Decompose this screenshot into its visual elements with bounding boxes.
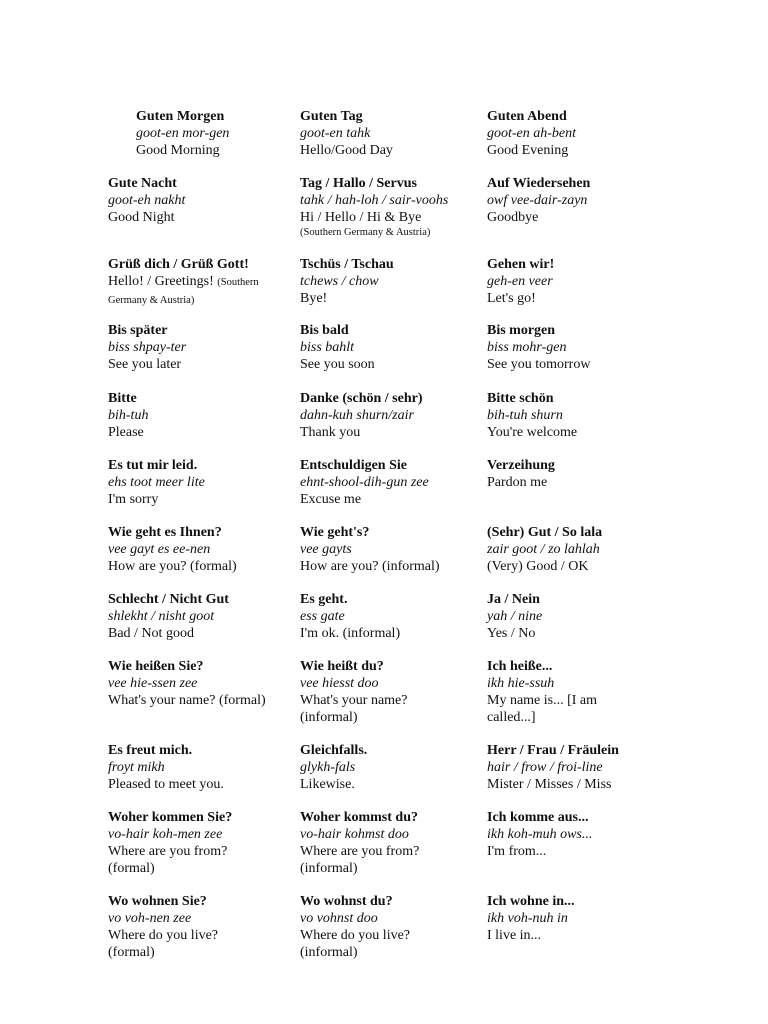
pronunciation: vee gayts — [300, 542, 352, 557]
german-phrase: Wie geht's? — [300, 525, 370, 540]
phrase-entry — [108, 524, 288, 575]
phrase-row — [108, 742, 748, 812]
phrase-entry — [487, 809, 657, 860]
phrase-row — [108, 591, 748, 661]
pronunciation: vee hiesst doo — [300, 676, 379, 691]
phrase-row — [108, 390, 748, 460]
phrase-entry — [108, 457, 288, 508]
pronunciation: tahk / hah-loh / sair-voohs — [300, 193, 449, 208]
pronunciation: goot-en ah-bent — [487, 126, 577, 141]
regional-note: (Southern Germany & Austria) — [108, 277, 259, 306]
phrase-entry — [487, 742, 657, 793]
phrase-entry — [487, 256, 657, 307]
english-translation: I'm ok. (informal) — [300, 626, 401, 641]
pronunciation: yah / nine — [487, 609, 543, 624]
phrase-row — [108, 108, 748, 178]
english-translation: My name is... [I am called...] — [487, 693, 598, 725]
phrase-entry — [108, 591, 288, 642]
german-phrase: Guten Tag — [300, 109, 363, 124]
pronunciation: biss mohr-gen — [487, 340, 567, 355]
german-phrase: Wie geht es Ihnen? — [108, 525, 222, 540]
pronunciation: vo-hair koh-men zee — [108, 827, 223, 842]
pronunciation: ehnt-shool-dih-gun zee — [300, 475, 429, 490]
phrase-entry — [487, 175, 657, 226]
pronunciation: ikh voh-nuh in — [487, 911, 568, 926]
phrase-entry — [108, 658, 288, 709]
english-translation: Hi / Hello / Hi & Bye — [300, 210, 422, 225]
german-phrase: Schlecht / Nicht Gut — [108, 592, 229, 607]
german-phrase: Wie heißt du? — [300, 659, 384, 674]
pronunciation: vo vohnst doo — [300, 911, 378, 926]
english-translation: Hello! / Greetings! — [108, 274, 214, 289]
phrase-entry — [300, 591, 480, 642]
german-phrase: Verzeihung — [487, 458, 555, 473]
pronunciation: vee hie-ssen zee — [108, 676, 198, 691]
pronunciation: zair goot / zo lahlah — [487, 542, 600, 557]
german-phrase: Es tut mir leid. — [108, 458, 198, 473]
german-phrase: Bitte schön — [487, 391, 554, 406]
phrase-entry — [108, 175, 288, 226]
english-translation: I'm from... — [487, 844, 547, 859]
pronunciation: vo-hair kohmst doo — [300, 827, 409, 842]
phrase-entry — [487, 893, 657, 944]
phrase-entry — [300, 742, 480, 793]
pronunciation: ehs toot meer lite — [108, 475, 205, 490]
german-phrase: Gute Nacht — [108, 176, 177, 191]
pronunciation: dahn-kuh shurn/zair — [300, 408, 414, 423]
german-phrase: (Sehr) Gut / So lala — [487, 525, 603, 540]
phrase-entry — [300, 524, 480, 575]
english-translation: How are you? (informal) — [300, 559, 440, 574]
german-phrase: Ich heiße... — [487, 659, 553, 674]
phrase-entry — [300, 175, 480, 239]
german-phrase: Wie heißen Sie? — [108, 659, 204, 674]
phrase-entry — [300, 322, 480, 373]
english-translation: What's your name? (formal) — [108, 693, 266, 708]
phrase-entry — [300, 390, 480, 441]
english-translation: Excuse me — [300, 492, 362, 507]
english-translation: Yes / No — [487, 626, 536, 641]
english-translation: Pardon me — [487, 475, 548, 490]
german-phrase: Es geht. — [300, 592, 348, 607]
english-translation: Bad / Not good — [108, 626, 194, 641]
pronunciation: glykh-fals — [300, 760, 356, 775]
phrase-row — [108, 658, 748, 728]
pronunciation: vo voh-nen zee — [108, 911, 192, 926]
german-phrase: Woher kommst du? — [300, 810, 418, 825]
phrase-entry — [108, 742, 288, 793]
german-phrase: Auf Wiedersehen — [487, 176, 591, 191]
german-phrase: Guten Morgen — [136, 109, 225, 124]
english-translation-with-note — [108, 273, 288, 309]
english-translation: Where are you from? (formal) — [108, 844, 228, 876]
german-phrase: Herr / Frau / Fräulein — [487, 743, 619, 758]
english-translation: What's your name? (informal) — [300, 693, 408, 725]
english-translation: Mister / Misses / Miss — [487, 777, 612, 792]
phrase-entry — [300, 658, 480, 726]
english-translation: Good Morning — [136, 143, 220, 158]
phrase-row — [108, 524, 748, 594]
english-translation: See you soon — [300, 357, 375, 372]
german-phrase: Wo wohnen Sie? — [108, 894, 207, 909]
german-phrase: Woher kommen Sie? — [108, 810, 233, 825]
pronunciation: ikh hie-ssuh — [487, 676, 555, 691]
german-phrase: Bis bald — [300, 323, 349, 338]
english-translation: Likewise. — [300, 777, 355, 792]
pronunciation: goot-en tahk — [300, 126, 371, 141]
phrase-entry — [487, 108, 657, 159]
german-phrase: Tag / Hallo / Servus — [300, 176, 417, 191]
phrase-entry — [487, 658, 657, 726]
phrase-row — [108, 322, 748, 392]
phrase-entry — [487, 390, 657, 441]
german-phrase: Entschuldigen Sie — [300, 458, 407, 473]
german-phrase: Es freut mich. — [108, 743, 193, 758]
english-translation: How are you? (formal) — [108, 559, 237, 574]
phrase-entry — [108, 256, 288, 309]
phrase-entry — [487, 591, 657, 642]
phrase-entry — [300, 893, 480, 961]
pronunciation: hair / frow / froi-line — [487, 760, 603, 775]
phrase-row — [108, 893, 748, 963]
english-translation: Goodbye — [487, 210, 539, 225]
pronunciation: froyt mikh — [108, 760, 165, 775]
phrase-entry — [300, 108, 480, 159]
phrase-entry — [487, 457, 657, 491]
english-translation: Thank you — [300, 425, 361, 440]
english-translation: Good Night — [108, 210, 175, 225]
phrase-entry — [108, 893, 288, 961]
german-phrase: Bitte — [108, 391, 137, 406]
pronunciation: tchews / chow — [300, 274, 379, 289]
phrase-row — [108, 809, 748, 879]
pronunciation: goot-eh nakht — [108, 193, 186, 208]
phrase-entry — [108, 322, 288, 373]
german-phrase: Bis später — [108, 323, 168, 338]
pronunciation: geh-en veer — [487, 274, 553, 289]
regional-note: (Southern Germany & Austria) — [300, 227, 431, 238]
pronunciation: biss bahlt — [300, 340, 355, 355]
english-translation: Let's go! — [487, 291, 536, 306]
english-translation: Where do you live? (formal) — [108, 928, 219, 960]
english-translation: I'm sorry — [108, 492, 159, 507]
english-translation: Please — [108, 425, 144, 440]
english-translation: Bye! — [300, 291, 328, 306]
english-translation: See you later — [108, 357, 182, 372]
phrase-entry — [487, 322, 657, 373]
german-phrase: Ja / Nein — [487, 592, 540, 607]
german-phrase: Grüß dich / Grüß Gott! — [108, 257, 249, 272]
phrase-row — [108, 457, 748, 527]
pronunciation: bih-tuh — [108, 408, 149, 423]
german-phrase: Danke (schön / sehr) — [300, 391, 423, 406]
phrase-entry — [108, 108, 316, 159]
german-phrase: Gehen wir! — [487, 257, 555, 272]
phrase-entry — [108, 390, 288, 441]
german-phrase: Gleichfalls. — [300, 743, 368, 758]
english-translation: See you tomorrow — [487, 357, 591, 372]
phrase-entry — [108, 809, 288, 877]
english-translation: Hello/Good Day — [300, 143, 393, 158]
pronunciation: goot-en mor-gen — [136, 126, 230, 141]
phrase-entry — [300, 457, 480, 508]
phrase-row — [108, 175, 748, 245]
english-translation: I live in... — [487, 928, 542, 943]
phrase-row — [108, 256, 748, 326]
german-phrase: Ich wohne in... — [487, 894, 575, 909]
english-translation: Where do you live? (informal) — [300, 928, 411, 960]
english-translation: You're welcome — [487, 425, 578, 440]
german-phrase: Ich komme aus... — [487, 810, 589, 825]
phrase-entry — [300, 809, 480, 877]
pronunciation: vee gayt es ee-nen — [108, 542, 211, 557]
german-phrase: Bis morgen — [487, 323, 556, 338]
english-translation: Where are you from? (informal) — [300, 844, 420, 876]
german-phrase: Tschüs / Tschau — [300, 257, 394, 272]
pronunciation: shlekht / nisht goot — [108, 609, 215, 624]
pronunciation: biss shpay-ter — [108, 340, 187, 355]
pronunciation: owf vee-dair-zayn — [487, 193, 588, 208]
pronunciation: bih-tuh shurn — [487, 408, 563, 423]
german-phrase: Guten Abend — [487, 109, 567, 124]
english-translation: Good Evening — [487, 143, 569, 158]
phrase-entry — [487, 524, 657, 575]
pronunciation: ess gate — [300, 609, 345, 624]
pronunciation: ikh koh-muh ows... — [487, 827, 593, 842]
english-translation: Pleased to meet you. — [108, 777, 224, 792]
english-translation: (Very) Good / OK — [487, 559, 589, 574]
phrase-entry — [300, 256, 480, 307]
german-phrase: Wo wohnst du? — [300, 894, 393, 909]
